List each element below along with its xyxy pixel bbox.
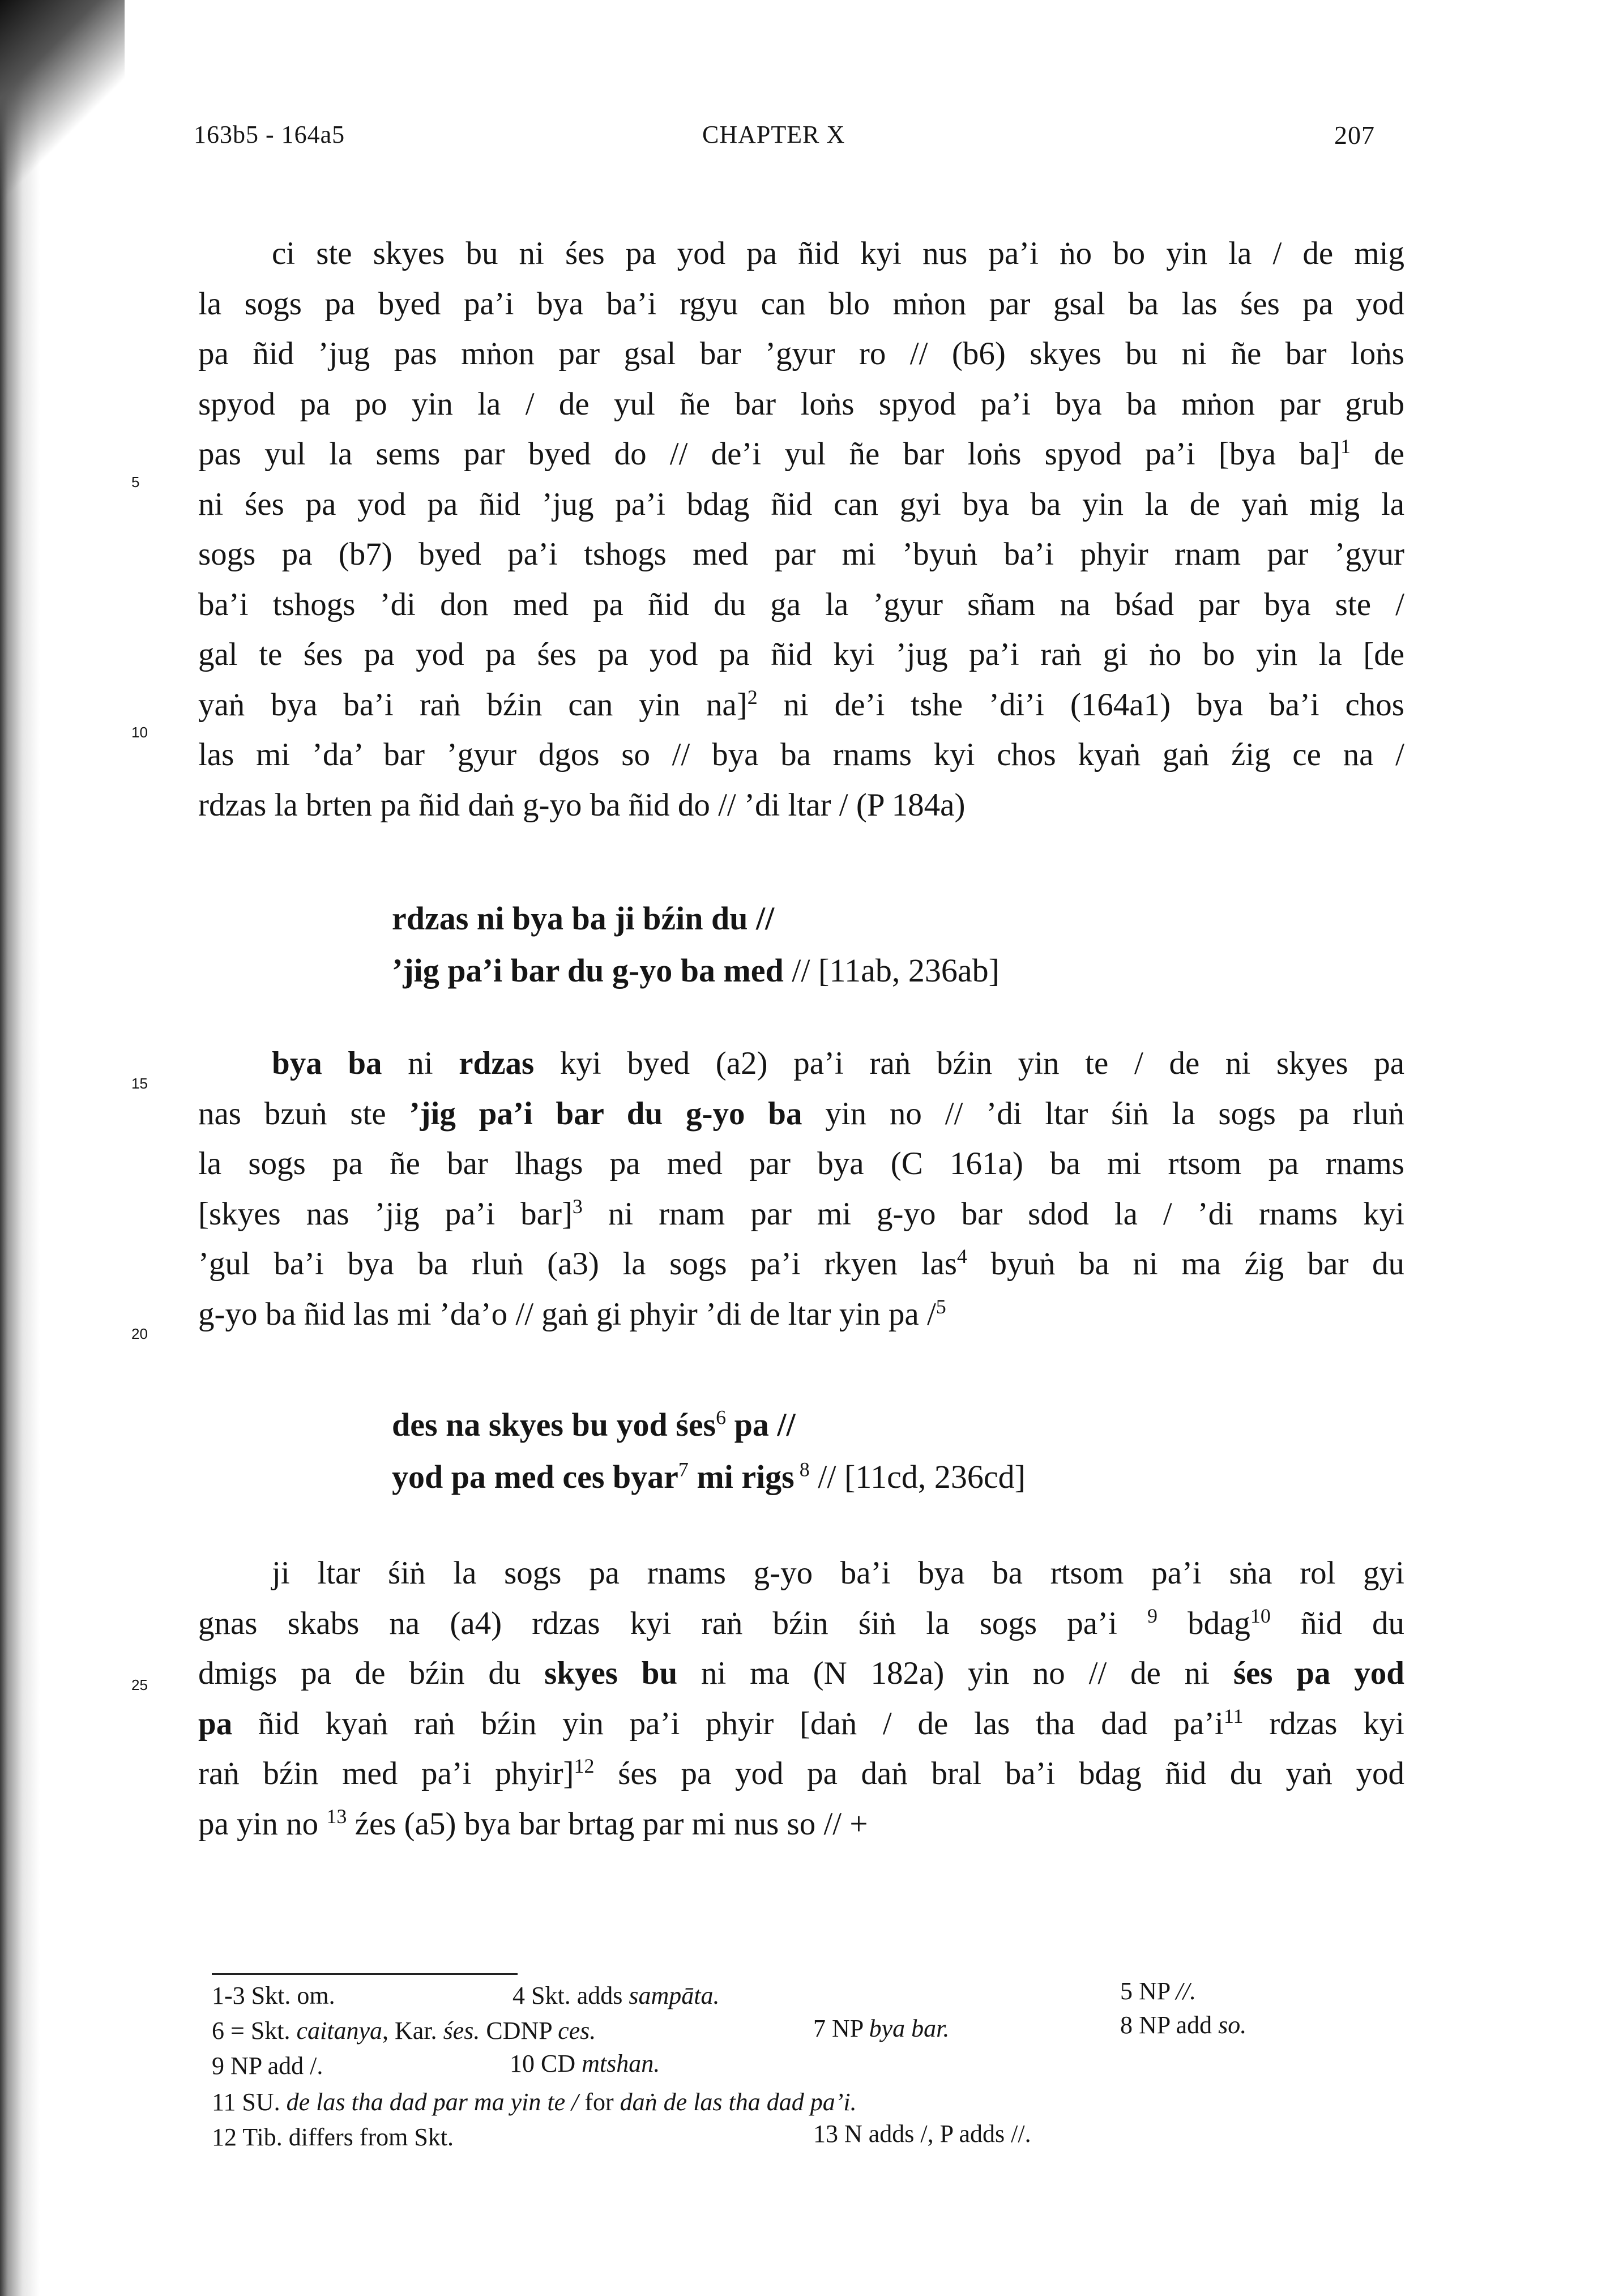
- text-line: nas bzuṅ ste ’jig pa’i bar du g-yo ba yin no // ’di ltar śiṅ la sogs pa rluṅ: [198, 1095, 1404, 1132]
- text-line: dmigs pa de bźin du skyes bu ni ma (N 182a) yin no // de ni śes pa yod: [198, 1655, 1404, 1691]
- footnote-ref: 6: [716, 1406, 727, 1429]
- text-line: ni śes pa yod pa ñid ’jug pa’i bdag ñid can gyi bya ba yin la de yaṅ mig la: [198, 486, 1404, 522]
- line-number: 25: [131, 1676, 148, 1693]
- paragraph-1: [198, 229, 1404, 830]
- text-line: pas yul la sems par byed do // de’i yul ñe bar loṅs spyod pa’i [bya ba]$^1$ de: [198, 435, 1404, 472]
- footnote-ref: 10: [1250, 1604, 1271, 1627]
- verse-1: [392, 893, 1000, 997]
- footnote: 1-3 Skt. om.: [212, 1982, 335, 2009]
- verse-line: des na skyes bu yod śes$^6$ pa //: [392, 1406, 796, 1443]
- paragraph-3: [198, 1548, 1404, 1849]
- text-line: pa ñid ’jug pas mṅon par gsal bar ’gyur ro // (b6) skyes bu ni ñe bar loṅs: [198, 336, 1404, 372]
- verse-line: rdzas ni bya ba ji bźin du //: [392, 900, 775, 937]
- binding-shadow: [0, 0, 40, 2296]
- text-line: gal te śes pa yod pa śes pa yod pa ñid kyi ’jug pa’i raṅ gi ṅo bo yin la [de: [198, 637, 1404, 672]
- footnote: 4 Skt. adds sampāta.: [512, 1982, 720, 2009]
- text-line: pa ñid kyaṅ raṅ bźin yin pa’i phyir [daṅ / de las tha dad $pa’i^{11}$ rdzas kyi: [198, 1704, 1404, 1742]
- line-number: 10: [131, 724, 148, 741]
- footnote-ref: 3: [572, 1194, 583, 1218]
- text-line: [skyes nas ’jig pa’i bar]$^3$ ni rnam par mi g-yo bar sdod la / ’di rnams kyi: [198, 1194, 1404, 1232]
- text-line: bya ba ni rdzas kyi byed (a2) pa’i raṅ bźin yin te / de ni skyes pa: [272, 1045, 1404, 1081]
- line-number: 15: [131, 1075, 148, 1092]
- text-line: g-yo ba ñid las mi ’da’o // gaṅ gi phyir ’di de ltar yin pa /$^5$: [198, 1295, 946, 1332]
- binding-shadow-corner: [0, 0, 125, 204]
- footnote: 10 CD mtshan.: [510, 2050, 660, 2077]
- text-line: las mi ’da’ bar ’gyur dgos so // bya ba rnams kyi chos kyaṅ gaṅ źig ce na /: [198, 737, 1404, 773]
- verse-line: ’jig pa’i bar du g-yo ba med // [11ab, 236ab]: [392, 952, 1000, 989]
- footnote: 12 Tib. differs from Skt.: [212, 2123, 454, 2151]
- footnote: 13 N adds /, P adds //.: [813, 2120, 1031, 2148]
- footnote-ref: 2: [747, 685, 758, 709]
- footnote-ref: 13: [326, 1804, 347, 1828]
- footnote: 9 NP add /.: [212, 2052, 323, 2080]
- line-number: 5: [131, 473, 140, 490]
- footnote: 11 SU. de las tha dad par ma yin te / for daṅ de las tha dad pa’i.: [212, 2088, 857, 2116]
- footnote: 7 NP bya bar.: [813, 2015, 950, 2042]
- footnote: 8 NP add so.: [1120, 2011, 1247, 2039]
- paragraph-2: [198, 1039, 1404, 1339]
- text-line: yaṅ bya ba’i raṅ bźin can yin na]$^2$ ni de’i tshe ’di’i (164a1) bya ba’i chos: [198, 685, 1404, 723]
- footnote-ref: 12: [574, 1755, 595, 1777]
- line-number: 20: [131, 1325, 148, 1342]
- footnote-ref: 8: [794, 1458, 810, 1481]
- footnote-ref: 7: [678, 1458, 689, 1481]
- text-line: pa yin no $^{13}$ źes (a5) bya bar brtag par mi nus so // +: [198, 1804, 868, 1842]
- footnote-rule: [212, 1973, 518, 1975]
- page-number: 207: [1334, 121, 1375, 150]
- folio-range: 163b5 - 164a5: [194, 121, 345, 148]
- text-line: ’gul ba’i bya ba rluṅ (a3) la sogs pa’i rkyen las$^4$ byuṅ ba ni ma źig bar du: [198, 1245, 1404, 1282]
- text-line: ba’i tshogs ’di don med pa ñid du ga la ’gyur sñam na bśad par bya ste /: [198, 586, 1404, 622]
- text-line: spyod pa po yin la / de yul ñe bar loṅs spyod pa’i bya ba mṅon par grub: [198, 386, 1404, 422]
- footnote: 5 NP //.: [1120, 1977, 1197, 2005]
- verse-2: [392, 1399, 1026, 1503]
- text-line: ji ltar śiṅ la sogs pa rnams g-yo ba’i bya ba rtsom pa’i sṅa rol gyi: [272, 1555, 1404, 1591]
- footnote-ref: 5: [936, 1295, 946, 1318]
- footnote-ref: 4: [956, 1245, 967, 1268]
- text-line: la sogs pa byed pa’i bya ba’i rgyu can blo mṅon par gsal ba las śes pa yod: [198, 285, 1404, 322]
- footnote-ref: 9: [1147, 1604, 1158, 1627]
- footnote-ref: 1: [1340, 435, 1351, 458]
- text-line: sogs pa (b7) byed pa’i tshogs med par mi ’byuṅ ba’i phyir rnam par ’gyur: [198, 536, 1404, 572]
- chapter-title: CHAPTER X: [702, 121, 845, 148]
- text-line: gnas skabs na (a4) rdzas kyi raṅ bźin śiṅ la sogs pa’i $^9$ bdag$^{10}$ ñid du: [198, 1604, 1404, 1641]
- footnote-ref: 11: [1223, 1704, 1244, 1727]
- text-line: la sogs pa ñe bar lhags pa med par bya (C 161a) ba mi rtsom pa rnams: [198, 1146, 1404, 1181]
- text-line: rdzas la brten pa ñid daṅ g-yo ba ñid do // ’di ltar / (P 184a): [198, 787, 966, 823]
- text-line: raṅ bźin med pa’i phyir]$^{12}$ śes pa yod pa daṅ bral ba’i bdag ñid du yaṅ yod: [198, 1755, 1405, 1791]
- verse-line: yod pa med ces byar$^7$ mi rigs $^8$ // [11cd, 236cd]: [392, 1458, 1026, 1495]
- text-line: ci ste skyes bu ni śes pa yod pa ñid kyi nus pa’i ṅo bo yin la / de mig: [272, 236, 1404, 271]
- footnote: 6 = Skt. caitanya, Kar. śes. CDNP ces.: [212, 2017, 596, 2045]
